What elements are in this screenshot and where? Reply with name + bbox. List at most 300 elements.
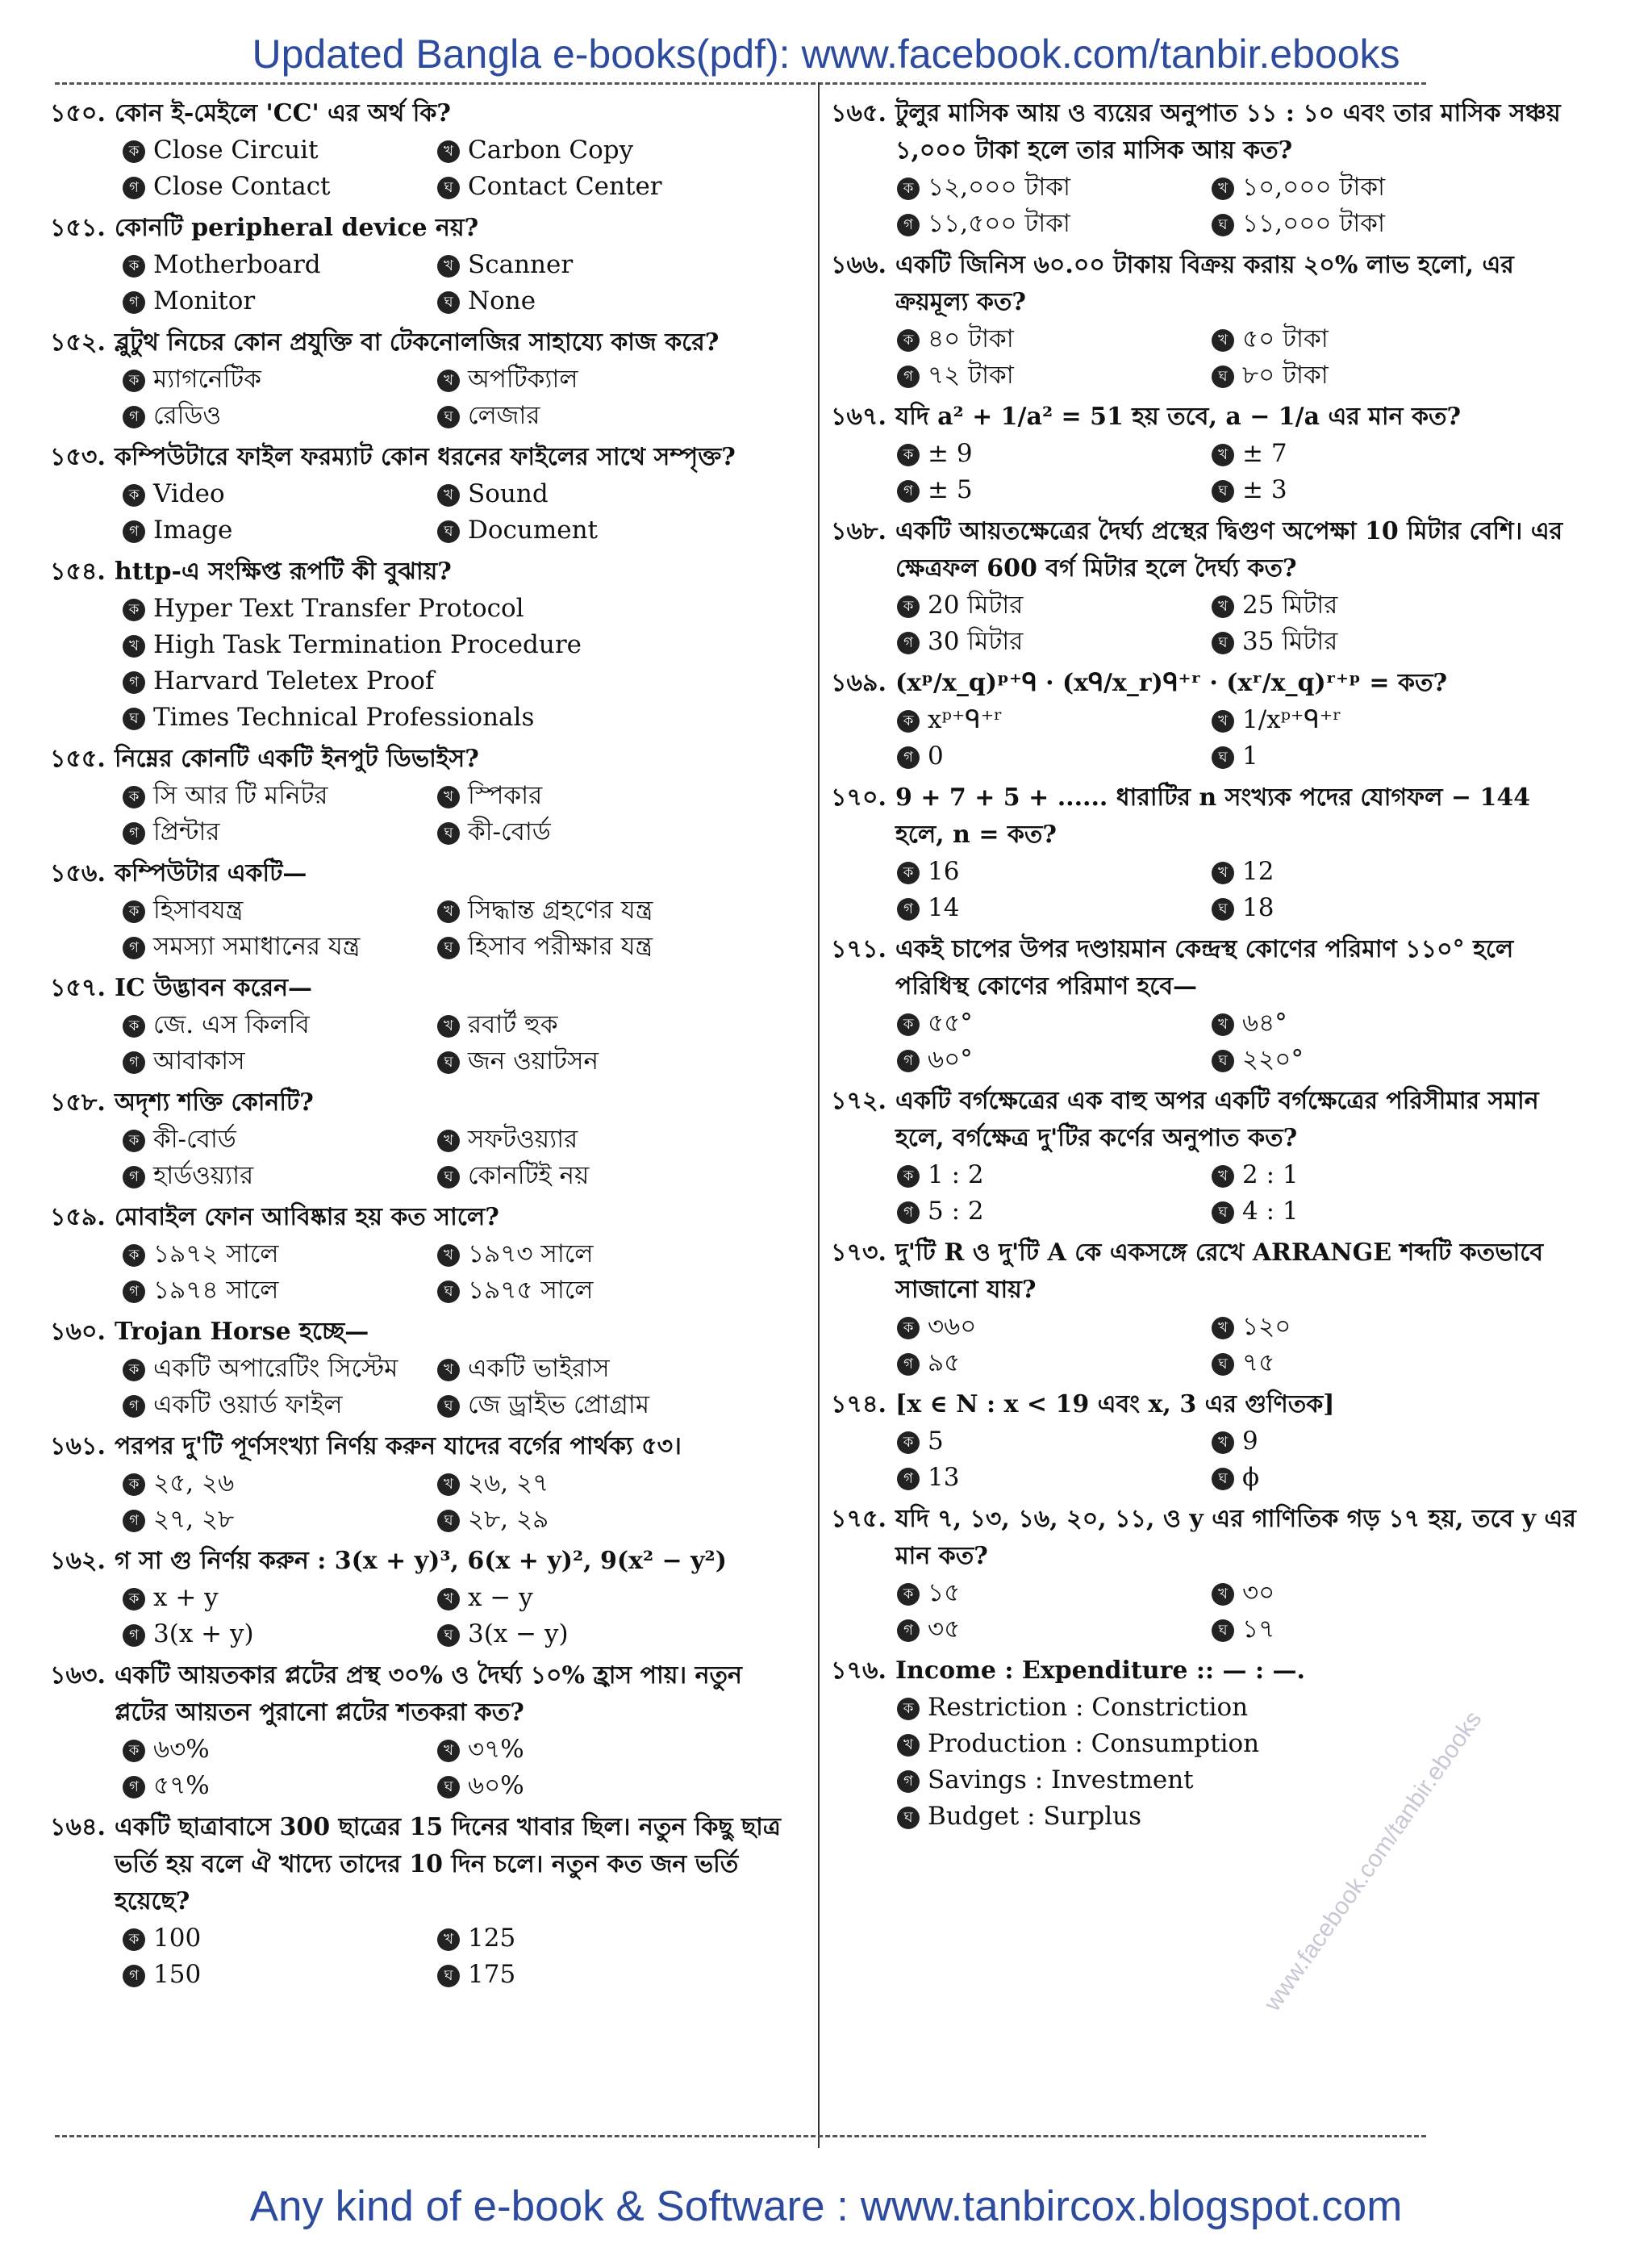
footer-banner[interactable]: Any kind of e-book & Software : www.tanbircox.blogspot.com <box>249 2183 1403 2230</box>
option-marker-icon: খ <box>1212 1583 1234 1606</box>
question-line <box>50 1428 800 1465</box>
option-text: সফটওয়্যার <box>468 1125 578 1154</box>
option-marker-icon: গ <box>897 1201 920 1224</box>
option-marker-icon: গ <box>897 746 920 769</box>
option-marker-icon: খ <box>437 255 460 278</box>
question-number: ১৫২. <box>50 328 106 357</box>
question-item <box>831 513 1581 660</box>
option-marker-icon: ক <box>123 786 145 808</box>
answer-option <box>437 1920 792 1957</box>
answer-option <box>897 587 1212 624</box>
question-number: ১৬২. <box>50 1547 106 1575</box>
answer-option <box>1212 1575 1534 1611</box>
option-text: ± 5 <box>928 475 973 504</box>
option-marker-icon: গ <box>897 1619 920 1642</box>
option-marker-icon: ঘ <box>1212 480 1234 503</box>
answer-option <box>897 436 1212 472</box>
answer-option <box>437 283 792 320</box>
question-text: একটি আয়তক্ষেত্রের দৈর্ঘ্য প্রস্থের দ্বিগুণ অপেক্ষা 10 মিটার বেশি। এর ক্ষেত্রফল 600 বর্গ মিটার হলে দৈর্ঘ্য কত? <box>895 517 1563 583</box>
question-item <box>50 1084 800 1194</box>
option-marker-icon: ক <box>897 178 920 200</box>
option-marker-icon: ঘ <box>437 822 460 845</box>
option-text: Video <box>153 479 225 508</box>
answer-option <box>123 1351 437 1387</box>
answer-option <box>437 169 792 205</box>
answer-option <box>123 1272 437 1309</box>
option-grid <box>897 702 1581 775</box>
option-marker-icon: ক <box>123 1740 145 1762</box>
option-text: x − y <box>468 1583 533 1612</box>
question-text: http-এ সংক্ষিপ্ত রূপটি কী বুঝায়? <box>115 558 452 586</box>
option-marker-icon: খ <box>437 1928 460 1951</box>
option-marker-icon: গ <box>123 406 145 428</box>
option-text: ৭৫ <box>1242 1348 1275 1377</box>
option-marker-icon: খ <box>1212 595 1234 618</box>
answer-option <box>123 1616 437 1652</box>
option-text: Scanner <box>468 250 574 279</box>
option-marker-icon: খ <box>1212 1165 1234 1188</box>
bottom-divider <box>55 2135 1426 2137</box>
answer-option <box>1212 1345 1534 1381</box>
question-item <box>831 247 1581 394</box>
answer-option <box>123 1732 437 1768</box>
option-text: হিসাব পরীক্ষার যন্ত্র <box>468 932 653 961</box>
answer-option <box>437 929 792 965</box>
question-text: ব্লুটুথ নিচের কোন প্রযুক্তি বা টেকনোলজির সাহায্যে কাজ করে? <box>115 328 720 357</box>
option-text: 18 <box>1242 893 1274 922</box>
watermark: www.facebook.com/tanbir.ebooks <box>1259 1706 1487 2016</box>
option-marker-icon: ক <box>123 1928 145 1951</box>
answer-option <box>897 1611 1212 1648</box>
option-text: 35 মিটার <box>1242 627 1338 656</box>
option-marker-icon: গ <box>123 177 145 199</box>
question-text: একটি বর্গক্ষেত্রের এক বাহু অপর একটি বর্গক্ষেত্রের পরিসীমার সমান হলে, বর্গক্ষেত্র দু'টির কর্ণের অনুপাত কত? <box>895 1087 1539 1152</box>
option-marker-icon: ক <box>123 1015 145 1038</box>
option-grid <box>123 892 800 965</box>
question-number: ১৬৭. <box>831 403 886 431</box>
option-text: হিসাবযন্ত্র <box>153 896 244 925</box>
option-grid <box>123 1732 800 1804</box>
option-text: Contact Center <box>468 172 662 201</box>
option-marker-icon: খ <box>1212 329 1234 352</box>
answer-option <box>123 929 437 965</box>
question-number: ১৫১. <box>50 214 106 242</box>
answer-option <box>437 814 792 850</box>
option-grid <box>897 1309 1581 1381</box>
answer-option <box>1212 357 1534 394</box>
question-number: ১৭৩. <box>831 1239 886 1267</box>
answer-option <box>123 892 437 929</box>
option-marker-icon: ক <box>897 1165 920 1188</box>
option-text: 1 : 2 <box>928 1160 984 1189</box>
question-item <box>50 439 800 549</box>
question-text: IC উদ্ভাবন করেন— <box>115 974 313 1002</box>
question-text: 9 + 7 + 5 + ...... ধারাটির n সংখ্যক পদের যোগফল − 144 হলে, n = কত? <box>895 783 1531 849</box>
answer-option <box>897 1762 1581 1799</box>
answer-option <box>897 702 1212 738</box>
answer-option <box>437 1351 792 1387</box>
option-marker-icon: খ <box>1212 1431 1234 1454</box>
question-number: ১৭৫. <box>831 1505 886 1533</box>
option-text: None <box>468 286 536 315</box>
option-marker-icon: ঘ <box>1212 214 1234 236</box>
option-marker-icon: ক <box>123 140 145 163</box>
answer-option <box>123 1920 437 1957</box>
option-marker-icon: ঘ <box>1212 1468 1234 1490</box>
question-item <box>50 210 800 320</box>
option-text: ২৫, ২৬ <box>153 1468 235 1498</box>
option-text: 16 <box>928 857 960 886</box>
answer-option <box>1212 854 1534 890</box>
answer-option <box>1212 1042 1534 1078</box>
option-grid <box>897 1690 1581 1835</box>
option-text: Times Technical Professionals <box>153 703 535 732</box>
question-item <box>50 1657 800 1804</box>
question-number: ১৭১. <box>831 935 886 963</box>
option-text: স্পিকার <box>468 781 543 810</box>
option-text: ১০,০০০ টাকা <box>1242 173 1386 202</box>
option-text: অপটিক্যাল <box>468 365 578 394</box>
option-marker-icon: গ <box>123 1395 145 1418</box>
option-text: Harvard Teletex Proof <box>153 666 435 696</box>
option-marker-icon: খ <box>437 370 460 392</box>
answer-option <box>123 247 437 283</box>
answer-option <box>123 1465 437 1502</box>
answer-option <box>437 1957 792 1993</box>
answer-option <box>437 247 792 283</box>
answer-option <box>1212 436 1534 472</box>
question-line <box>831 1386 1581 1423</box>
option-marker-icon: ঘ <box>1212 746 1234 769</box>
option-marker-icon: খ <box>437 1473 460 1496</box>
question-text: একটি জিনিস ৬০.০০ টাকায় বিক্রয় করায় ২০% লাভ হলো, এর ক্রয়মূল্য কত? <box>895 251 1514 316</box>
question-number: ১৫৫. <box>50 745 106 773</box>
question-number: ১৭০. <box>831 783 886 812</box>
option-grid <box>897 321 1581 394</box>
question-text: কোনটি peripheral device নয়? <box>115 214 479 242</box>
answer-option <box>1212 1157 1534 1193</box>
option-text: Document <box>468 516 599 545</box>
answer-option <box>1212 206 1534 242</box>
question-number: ১৬৩. <box>50 1661 106 1690</box>
option-marker-icon: ক <box>897 1698 920 1720</box>
question-number: ১৬০. <box>50 1318 106 1346</box>
option-marker-icon: খ <box>437 900 460 923</box>
option-marker-icon: ঘ <box>437 177 460 199</box>
option-text: High Task Termination Procedure <box>153 630 582 659</box>
option-marker-icon: খ <box>123 635 145 658</box>
option-text: একটি ভাইরাস <box>468 1354 610 1383</box>
answer-option <box>1212 1309 1534 1345</box>
question-item <box>831 1235 1581 1381</box>
answer-option <box>897 854 1212 890</box>
answer-option <box>123 1387 437 1423</box>
option-marker-icon: গ <box>123 1776 145 1799</box>
option-text: 20 মিটার <box>928 591 1024 620</box>
question-item <box>831 1501 1581 1648</box>
option-marker-icon: গ <box>897 214 920 236</box>
option-marker-icon: ক <box>897 710 920 733</box>
option-marker-icon: ক <box>123 370 145 392</box>
question-line <box>831 95 1581 169</box>
question-line <box>50 439 800 476</box>
option-grid <box>123 476 800 549</box>
option-text: 9 <box>1242 1427 1258 1456</box>
answer-option <box>123 627 800 663</box>
question-item <box>50 554 800 736</box>
option-text: সিদ্ধান্ত গ্রহণের যন্ত্র <box>468 896 653 925</box>
option-marker-icon: গ <box>123 937 145 959</box>
answer-option <box>437 1465 792 1502</box>
answer-option <box>897 472 1212 508</box>
question-text: [x ∈ N : x < 19 এবং x, 3 এর গুণিতক] <box>895 1390 1335 1418</box>
question-number: ১৫৮. <box>50 1088 106 1117</box>
option-text: জন ওয়াটসন <box>468 1047 599 1076</box>
answer-option <box>437 476 792 512</box>
option-text: ϕ <box>1242 1463 1260 1492</box>
option-marker-icon: গ <box>897 1770 920 1793</box>
option-text: 3(x + y) <box>153 1619 254 1648</box>
answer-option <box>437 1616 792 1652</box>
option-text: x + y <box>153 1583 219 1612</box>
option-text: ১৭ <box>1242 1615 1275 1644</box>
option-marker-icon: গ <box>123 291 145 314</box>
answer-option <box>1212 702 1534 738</box>
option-text: Budget : Surplus <box>928 1802 1142 1831</box>
question-item <box>831 1386 1581 1496</box>
answer-option <box>437 398 792 434</box>
option-text: ± 7 <box>1242 439 1287 468</box>
option-marker-icon: ঘ <box>437 1965 460 1987</box>
option-text: হার্ডওয়্যার <box>153 1161 254 1190</box>
answer-option <box>897 206 1212 242</box>
question-line <box>831 513 1581 587</box>
answer-option <box>123 1502 437 1538</box>
question-line <box>50 855 800 892</box>
answer-option <box>1212 1193 1534 1230</box>
question-item <box>50 324 800 434</box>
answer-option <box>123 398 437 434</box>
option-marker-icon: গ <box>123 1280 145 1303</box>
option-text: ৬০° <box>928 1045 973 1074</box>
question-line <box>50 210 800 247</box>
question-text: একটি আয়তকার প্লটের প্রস্থ ৩০% ও দৈর্ঘ্য ১০% হ্রাস পায়। নতুন প্লটের আয়তন পুরানো প্লটের শতকরা কত? <box>115 1661 742 1727</box>
question-line <box>831 665 1581 702</box>
question-text: একটি ছাত্রাবাসে 300 ছাত্রের 15 দিনের খাবার ছিল। নতুন কিছু ছাত্র ভর্তি হয় বলে ঐ খাদ্যে তাদের 10 দিন চলে। নতুন কত জন ভর্তি হয়েছে? <box>115 1813 781 1916</box>
option-text: 175 <box>468 1960 516 1989</box>
option-marker-icon: গ <box>123 1510 145 1532</box>
option-grid <box>123 1465 800 1538</box>
answer-option <box>437 1236 792 1272</box>
option-marker-icon: খ <box>1212 710 1234 733</box>
option-text: ২২০° <box>1242 1045 1304 1074</box>
option-marker-icon: ঘ <box>437 1395 460 1418</box>
option-text: ৩৫ <box>928 1615 961 1644</box>
question-item <box>831 665 1581 775</box>
answer-option <box>123 283 437 320</box>
option-marker-icon: ঘ <box>437 1624 460 1647</box>
option-text: 5 <box>928 1427 944 1456</box>
option-text: Close Contact <box>153 172 331 201</box>
option-marker-icon: ক <box>897 329 920 352</box>
option-marker-icon: ঘ <box>437 1510 460 1532</box>
option-marker-icon: গ <box>123 671 145 694</box>
question-text: কম্পিউটারে ফাইল ফরম্যাট কোন ধরনের ফাইলের সাথে সম্পৃক্ত? <box>115 443 736 471</box>
question-line <box>50 1809 800 1920</box>
question-line <box>831 247 1581 321</box>
option-text: সি আর টি মনিটর <box>153 781 328 810</box>
option-marker-icon: গ <box>123 1965 145 1987</box>
question-item <box>50 1199 800 1309</box>
option-text: ২৬, ২৭ <box>468 1468 549 1498</box>
option-marker-icon: ক <box>123 1588 145 1611</box>
option-marker-icon: গ <box>897 632 920 654</box>
question-number: ১৫৩. <box>50 443 106 471</box>
option-text: Image <box>153 516 233 545</box>
answer-option <box>123 1043 437 1080</box>
answer-option <box>437 1122 792 1158</box>
question-text: একই চাপের উপর দণ্ডায়মান কেন্দ্রস্থ কোণের পরিমাণ ১১০° হলে পরিধিস্থ কোণের পরিমাণ হবে— <box>895 935 1514 1001</box>
option-text: Hyper Text Transfer Protocol <box>153 594 524 623</box>
answer-option <box>897 169 1212 206</box>
option-text: ৯৫ <box>928 1348 961 1377</box>
question-number: ১৭৪. <box>831 1390 886 1418</box>
question-text: কোন ই-মেইলে 'CC' এর অর্থ কি? <box>115 99 451 127</box>
option-text: ২৮, ২৯ <box>468 1505 549 1534</box>
answer-option <box>437 1007 792 1043</box>
answer-option <box>123 1236 437 1272</box>
option-text: 3(x − y) <box>468 1619 569 1648</box>
option-marker-icon: গ <box>897 1050 920 1072</box>
option-marker-icon: খ <box>437 140 460 163</box>
option-text: প্রিন্টার <box>153 817 220 846</box>
option-marker-icon: খ <box>437 1244 460 1267</box>
option-grid <box>897 1157 1581 1230</box>
answer-option <box>123 1158 437 1194</box>
option-text: ১৫ <box>928 1578 961 1607</box>
option-grid <box>897 587 1581 660</box>
answer-option <box>123 361 437 398</box>
option-text: ১৯৭২ সালে <box>153 1239 279 1268</box>
option-marker-icon: ঘ <box>437 937 460 959</box>
option-text: 0 <box>928 742 944 771</box>
option-text: কী-বোর্ড <box>468 817 551 846</box>
column-divider <box>818 82 820 2148</box>
option-marker-icon: ঘ <box>1212 366 1234 388</box>
option-text: Restriction : Constriction <box>928 1693 1249 1722</box>
option-text: ১১,০০০ টাকা <box>1242 209 1385 238</box>
option-text: 12 <box>1242 857 1274 886</box>
answer-option <box>897 1193 1212 1230</box>
option-text: Carbon Copy <box>468 136 634 165</box>
option-marker-icon: খ <box>1212 1317 1234 1339</box>
question-item <box>50 95 800 205</box>
answer-option <box>897 1460 1212 1496</box>
option-marker-icon: ঘ <box>437 1051 460 1074</box>
option-text: ৬০% <box>468 1771 524 1800</box>
option-grid <box>897 854 1581 926</box>
option-marker-icon: ঘ <box>437 1280 460 1303</box>
option-text: 1/xᵖ⁺ᑫ⁺ʳ <box>1242 705 1342 734</box>
option-marker-icon: ঘ <box>1212 1619 1234 1642</box>
option-text: Close Circuit <box>153 136 319 165</box>
answer-option <box>123 132 437 169</box>
question-number: ১৭২. <box>831 1087 886 1115</box>
question-line <box>50 554 800 591</box>
answer-option <box>1212 890 1534 926</box>
option-text: ৩৬০ <box>928 1312 977 1341</box>
question-line <box>50 324 800 361</box>
option-text: 13 <box>928 1463 960 1492</box>
question-number: ১৬৯. <box>831 669 886 697</box>
question-line <box>831 1083 1581 1157</box>
option-grid <box>123 591 800 736</box>
option-text: ৪০ টাকা <box>928 324 1014 353</box>
answer-option <box>437 1502 792 1538</box>
option-marker-icon: খ <box>437 1588 460 1611</box>
answer-option <box>1212 587 1534 624</box>
answer-option <box>123 1007 437 1043</box>
answer-option <box>123 814 437 850</box>
answer-option <box>897 1042 1212 1078</box>
option-marker-icon: গ <box>123 822 145 845</box>
answer-option <box>437 778 792 814</box>
option-marker-icon: গ <box>123 1051 145 1074</box>
question-text: নিম্নের কোনটি একটি ইনপুট ডিভাইস? <box>115 745 479 773</box>
option-text: রবার্ট হুক <box>468 1010 558 1039</box>
option-text: ৩৭% <box>468 1735 524 1764</box>
left-column <box>50 95 800 1998</box>
option-text: 100 <box>153 1924 202 1953</box>
answer-option <box>1212 321 1534 357</box>
option-marker-icon: ক <box>123 1244 145 1267</box>
option-text: 1 <box>1242 742 1258 771</box>
option-marker-icon: ঘ <box>123 708 145 730</box>
question-line <box>831 779 1581 854</box>
option-marker-icon: খ <box>1212 1013 1234 1036</box>
answer-option <box>123 1580 437 1616</box>
option-text: Sound <box>468 479 549 508</box>
option-marker-icon: খ <box>437 1740 460 1762</box>
header-banner[interactable]: Updated Bangla e-books(pdf): www.facebook.com/tanbir.ebooks <box>252 31 1400 77</box>
option-text: ৫০ টাকা <box>1242 324 1329 353</box>
answer-option <box>437 512 792 549</box>
option-text: 5 : 2 <box>928 1197 984 1226</box>
question-number: ১৬১. <box>50 1432 106 1460</box>
question-number: ১৬৫. <box>831 99 886 127</box>
option-marker-icon: ঘ <box>437 1776 460 1799</box>
answer-option <box>437 1272 792 1309</box>
option-text: একটি অপারেটিং সিস্টেম <box>153 1354 398 1383</box>
option-text: ১৯৭৩ সালে <box>468 1239 594 1268</box>
question-item <box>50 855 800 965</box>
option-text: 14 <box>928 893 960 922</box>
answer-option <box>897 357 1212 394</box>
question-text: যদি a² + 1/a² = 51 হয় তবে, a − 1/a এর মান কত? <box>895 403 1462 431</box>
option-marker-icon: খ <box>437 1130 460 1152</box>
question-line <box>831 1235 1581 1309</box>
option-text: ± 3 <box>1242 475 1287 504</box>
option-marker-icon: খ <box>1212 178 1234 200</box>
answer-option <box>123 700 800 736</box>
answer-option <box>437 1158 792 1194</box>
answer-option <box>897 1309 1212 1345</box>
question-item <box>50 1314 800 1423</box>
option-text: ৩০ <box>1242 1578 1275 1607</box>
question-line <box>50 1657 800 1732</box>
answer-option <box>1212 1005 1534 1042</box>
option-text: লেজার <box>468 401 540 430</box>
